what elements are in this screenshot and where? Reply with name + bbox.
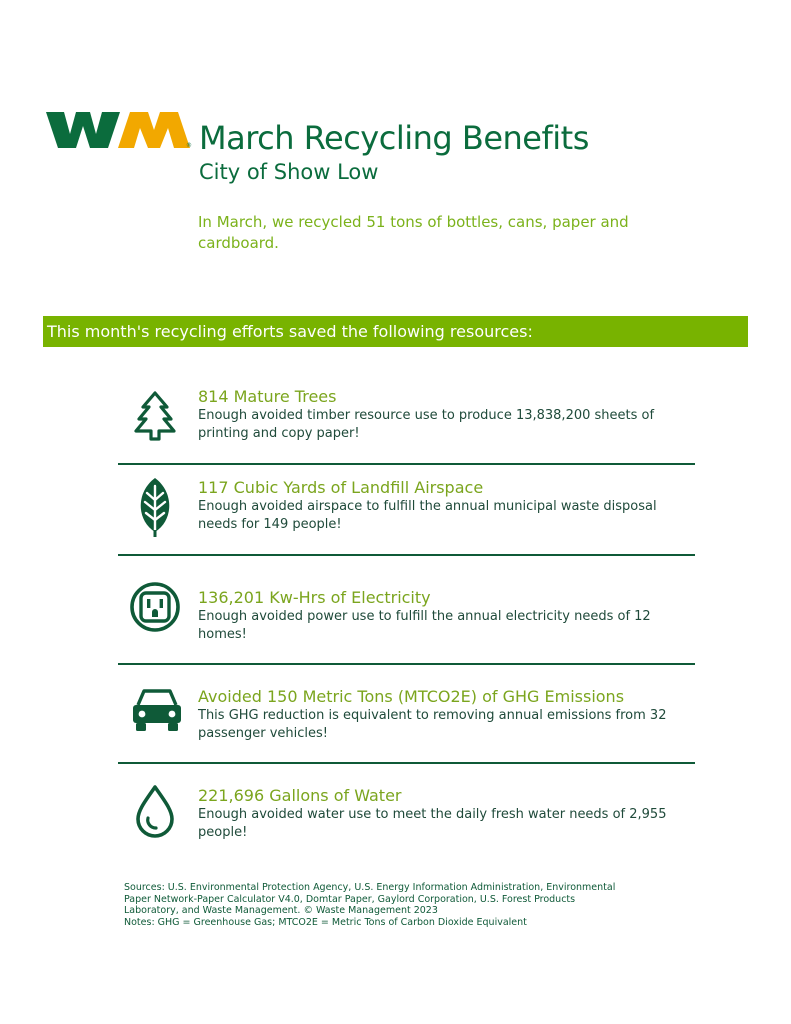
divider (118, 663, 695, 665)
leaf-icon (128, 476, 182, 538)
water-drop-icon (128, 784, 182, 838)
benefit-heading: 221,696 Gallons of Water (198, 786, 402, 805)
tree-icon (128, 389, 182, 443)
benefit-heading: Avoided 150 Metric Tons (MTCO2E) of GHG Emissions (198, 687, 625, 706)
divider (118, 463, 695, 465)
intro-text: In March, we recycled 51 tons of bottles, cans, paper and cardboard. (198, 213, 629, 252)
sources-text: Sources: U.S. Environmental Protection Agency, U.S. Energy Information Administration, Environmental Paper Network-Paper Calculator V4.0, Domtar Paper, Gaylord Corporation, U.S. Forest Products Laboratory, and Waste Management. © Waste Management 2023 (124, 882, 616, 916)
resources-banner: This month's recycling efforts saved the following resources: (43, 316, 748, 347)
benefit-heading: 136,201 Kw-Hrs of Electricity (198, 588, 431, 607)
divider (118, 762, 695, 764)
benefit-heading: 814 Mature Trees (198, 387, 337, 406)
page-title: March Recycling Benefits (199, 119, 589, 157)
registered-mark: ® (186, 142, 192, 149)
benefit-description: This GHG reduction is equivalent to removing annual emissions from 32 passenger vehicles! (198, 708, 667, 741)
outlet-icon (128, 580, 182, 634)
benefit-description: Enough avoided water use to meet the daily fresh water needs of 2,955 people! (198, 807, 667, 840)
car-icon (128, 683, 186, 737)
notes-text: Notes: GHG = Greenhouse Gas; MTCO2E = Metric Tons of Carbon Dioxide Equivalent (124, 916, 527, 928)
benefit-heading: 117 Cubic Yards of Landfill Airspace (198, 478, 484, 497)
benefit-description: Enough avoided power use to fulfill the annual electricity needs of 12 homes! (198, 609, 651, 642)
page-subtitle: City of Show Low (199, 160, 379, 184)
benefit-description: Enough avoided airspace to fulfill the annual municipal waste disposal needs for 149 people! (198, 499, 657, 532)
divider (118, 554, 695, 556)
wm-logo (46, 110, 194, 150)
footnotes (124, 882, 624, 928)
benefit-description: Enough avoided timber resource use to produce 13,838,200 sheets of printing and copy paper! (198, 408, 655, 441)
